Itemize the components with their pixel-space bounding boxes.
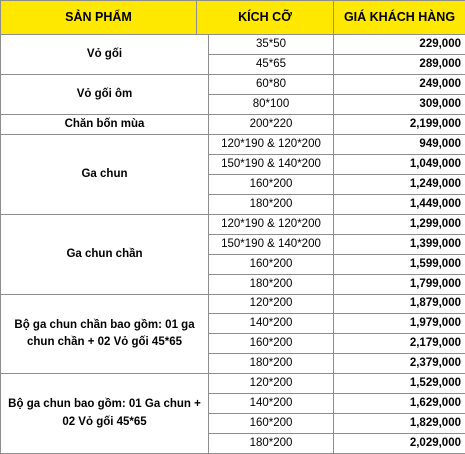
table-body: [1, 35, 465, 454]
price-cell: 1,829,000: [334, 413, 465, 433]
size-cell: 180*200: [209, 195, 334, 215]
size-cell: 120*190 & 120*200: [209, 215, 334, 235]
size-cell: 150*190 & 140*200: [209, 234, 334, 254]
price-cell: 1,249,000: [334, 175, 465, 195]
table-row: [1, 114, 465, 135]
size-cell: 180*200: [209, 354, 334, 374]
size-cell: 160*200: [209, 175, 334, 195]
table-row: [1, 35, 465, 55]
price-cell: 949,000: [334, 135, 465, 155]
product-name: Vỏ gối: [1, 35, 209, 75]
size-cell: 60*80: [209, 74, 334, 94]
price-cell: 1,049,000: [334, 155, 465, 175]
price-cell: 289,000: [334, 54, 465, 74]
size-cell: 120*200: [209, 294, 334, 314]
price-cell: 1,629,000: [334, 394, 465, 414]
product-name: Bộ ga chun chần bao gồm: 01 ga chun chần + 02 Vỏ gối 45*65: [1, 294, 209, 374]
table-row: [1, 135, 465, 155]
size-cell: 120*190 & 120*200: [209, 135, 334, 155]
price-cell: 2,029,000: [334, 433, 465, 453]
size-cell: 140*200: [209, 394, 334, 414]
size-cell: 180*200: [209, 433, 334, 453]
price-cell: 309,000: [334, 94, 465, 114]
price-cell: 1,299,000: [334, 215, 465, 235]
price-cell: 1,979,000: [334, 314, 465, 334]
header-size: KÍCH CỠ: [197, 1, 334, 35]
header-row: [1, 1, 465, 35]
size-cell: 150*190 & 140*200: [209, 155, 334, 175]
price-cell: 2,199,000: [334, 114, 465, 135]
price-cell: 249,000: [334, 74, 465, 94]
size-cell: 160*200: [209, 334, 334, 354]
size-cell: 200*220: [209, 114, 334, 135]
price-cell: 1,599,000: [334, 254, 465, 274]
price-cell: 1,449,000: [334, 195, 465, 215]
price-cell: 1,879,000: [334, 294, 465, 314]
price-cell: 1,399,000: [334, 234, 465, 254]
table-row: [1, 294, 465, 314]
size-cell: 180*200: [209, 274, 334, 294]
size-cell: 120*200: [209, 374, 334, 394]
table-row: [1, 74, 465, 94]
product-name: Vỏ gối ôm: [1, 74, 209, 114]
product-name: Ga chun chần: [1, 215, 209, 295]
price-cell: 2,379,000: [334, 354, 465, 374]
price-cell: 229,000: [334, 35, 465, 55]
product-name: Ga chun: [1, 135, 209, 215]
size-cell: 140*200: [209, 314, 334, 334]
price-cell: 2,179,000: [334, 334, 465, 354]
size-cell: 160*200: [209, 254, 334, 274]
price-cell: 1,799,000: [334, 274, 465, 294]
size-cell: 160*200: [209, 413, 334, 433]
product-name: Chăn bốn mùa: [1, 114, 209, 135]
header-price: GIÁ KHÁCH HÀNG: [334, 1, 465, 35]
table-row: [1, 374, 465, 394]
table-row: [1, 215, 465, 235]
size-cell: 45*65: [209, 54, 334, 74]
price-cell: 1,529,000: [334, 374, 465, 394]
size-cell: 80*100: [209, 94, 334, 114]
header-product: SẢN PHẨM: [1, 1, 197, 35]
size-cell: 35*50: [209, 35, 334, 55]
product-name: Bộ ga chun bao gồm: 01 Ga chun + 02 Vỏ gối 45*65: [1, 374, 209, 454]
